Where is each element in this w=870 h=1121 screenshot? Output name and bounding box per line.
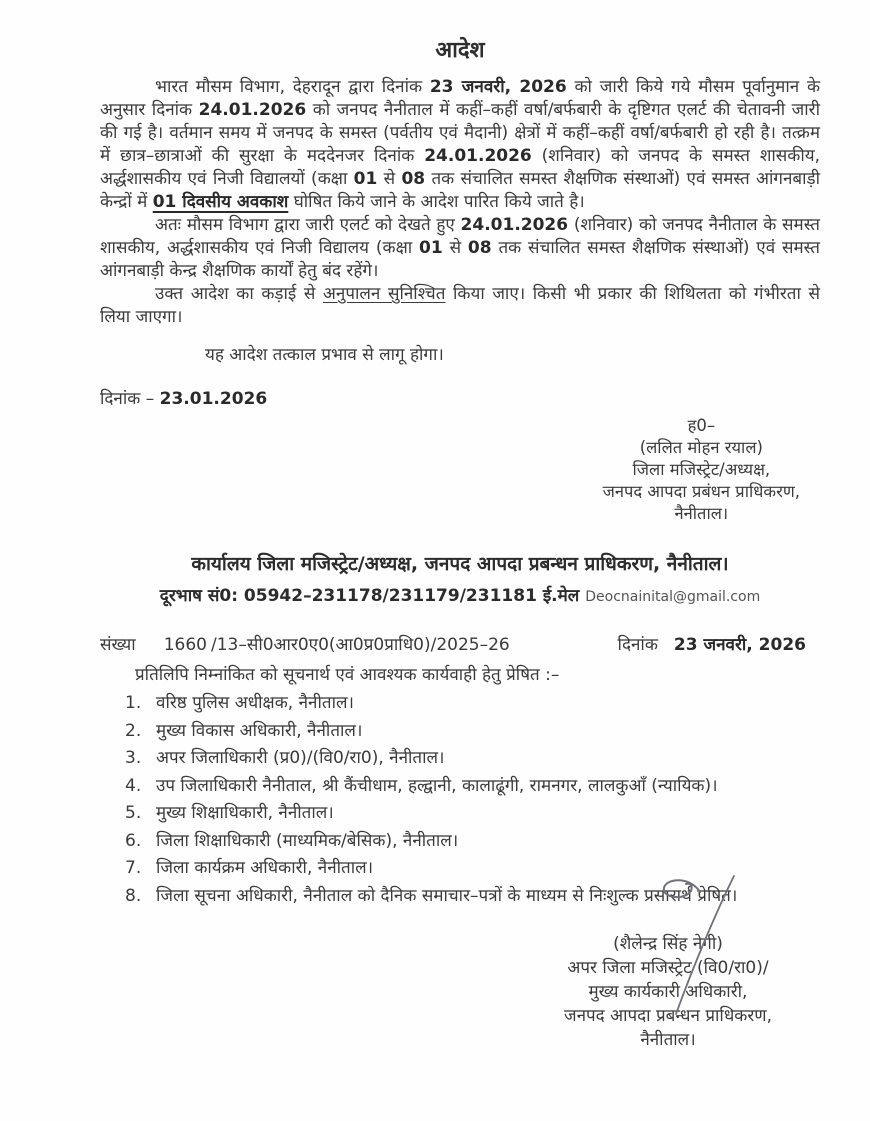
recipient-text: अपर जिलाधिकारी (प्र0)/(वि0/रा0), नैनीताल। — [156, 748, 445, 768]
reference-number-line — [100, 632, 820, 655]
signed-mark: ह0– — [687, 416, 716, 435]
office-letterhead — [100, 551, 820, 606]
ref-date-label: दिनांक — [617, 635, 658, 655]
compliance-emphasis-text: अनुपालन सुनिश्चित — [322, 284, 446, 304]
list-item — [100, 718, 820, 746]
list-item — [100, 773, 820, 801]
class-number: 01 — [419, 238, 443, 258]
item-number: 3. — [125, 748, 142, 768]
list-item — [100, 800, 820, 828]
document-title: आदेश — [435, 38, 485, 63]
recipient-text: वरिष्ठ पुलिस अधीक्षक, नैनीताल। — [156, 693, 354, 713]
text-run: अतः मौसम विभाग द्वारा जारी एलर्ट को देखते हुए — [155, 215, 461, 235]
class-number: 01 — [353, 169, 378, 189]
recipient-text: मुख्य विकास अधिकारी, नैनीताल। — [156, 720, 363, 741]
signatory-name: (ललित मोहन रयाल) — [639, 438, 763, 457]
item-number: 7. — [125, 858, 142, 878]
date-text: 24.01.2026 — [198, 100, 307, 120]
text-run: तक संचालित समस्त शैक्षणिक संस्थाओं) एवं समस्त आंगनबाड़ी केन्द्रों में — [100, 169, 820, 212]
text-run: (शनिवार) को जनपद के समस्त शासकीय, अर्द्धशासकीय एवं निजी विद्यालयों (कक्षा — [100, 146, 820, 189]
text-run: भारत मौसम विभाग, देहरादून द्वारा दिनांक — [155, 77, 430, 97]
recipient-list — [100, 690, 820, 910]
holiday-declaration-text: 01 दिवसीय अवकाश — [152, 192, 289, 212]
order-date-line — [100, 386, 820, 409]
order-paragraph-4: यह आदेश तत्काल प्रभाव से लागू होगा। — [205, 345, 444, 365]
recipient-text: मुख्य शिक्षाधिकारी, नैनीताल। — [156, 803, 334, 823]
order-paragraph-3 — [100, 283, 820, 329]
item-number: 2. — [125, 720, 142, 741]
text-run: उक्त आदेश का कड़ाई से — [155, 284, 323, 304]
ref-number: 1660 — [163, 635, 207, 655]
signatory-block-district-magistrate — [603, 415, 800, 525]
phone-label: दूरभाष सं0: — [159, 586, 244, 606]
email-address: Deocnainital@gmail.com — [585, 589, 761, 605]
phone-numbers: 05942–231178/231179/231181 — [243, 586, 537, 606]
recipient-text: जिला शिक्षाधिकारी (माध्यमिक/बेसिक), नैनीताल। — [156, 830, 459, 851]
signatory-place: नैनीताल। — [640, 1030, 696, 1050]
text-run: से — [377, 169, 402, 189]
list-item — [100, 883, 820, 911]
date-label: दिनांक – — [100, 389, 160, 409]
text-run: से — [442, 238, 468, 258]
office-contact-line — [100, 583, 820, 606]
date-text: 24.01.2026 — [424, 146, 532, 166]
text-run: (शनिवार) को जनपद नैनीताल के समस्त शासकीय, अर्द्धशासकीय एवं निजी विद्यालय (कक्षा — [100, 215, 820, 258]
class-number: 08 — [467, 238, 492, 258]
signatory-place: नैनीताल। — [674, 504, 729, 523]
order-paragraph-1 — [100, 76, 820, 214]
ref-date: 23 जनवरी, 2026 — [673, 635, 806, 655]
date-text: 24.01.2026 — [460, 215, 569, 235]
date-text: 23 जनवरी, 2026 — [429, 77, 567, 97]
recipient-text: जिला सूचना अधिकारी, नैनीताल को दैनिक समाचार–पत्रों के माध्यम से निःशुल्क प्रसारार्थ प्रेषित। — [156, 885, 738, 906]
list-item — [100, 745, 820, 773]
email-label: ई.मेल — [536, 586, 586, 606]
class-number: 08 — [401, 169, 426, 189]
signatory-designation: जिला मजिस्ट्रेट/अध्यक्ष, — [632, 460, 771, 479]
text-run: घोषित किये जाने के आदेश पारित किये जाते है। — [288, 192, 585, 212]
recipient-text: उप जिलाधिकारी नैनीताल, श्री कैंचीधाम, हल्द्वानी, कालाढूंगी, रामनगर, लालकुआँ (न्यायिक)। — [156, 775, 718, 796]
list-item — [100, 828, 820, 856]
list-item — [100, 690, 820, 718]
text-run: किया जाए। किसी भी प्रकार की शिथिलता को गंभीरता से लिया जाएगा। — [100, 284, 820, 327]
ref-number-label: संख्या — [100, 635, 136, 655]
text-run: तक संचालित समस्त शैक्षणिक संस्थाओं) एवं समस्त आंगनबाड़ी केन्द्र शैक्षणिक कार्यों हेतु बंद रहेंगे। — [100, 238, 820, 281]
order-paragraph-2 — [100, 214, 820, 283]
text-run: को जारी किये गये मौसम पूर्वानुमान के अनुसार दिनांक — [100, 77, 820, 120]
list-item — [100, 855, 820, 883]
signatory-designation: अपर जिला मजिस्ट्रेट (वि0/रा0)/ — [567, 958, 769, 978]
copy-forwarding-line: प्रतिलिपि निम्नांकित को सूचनार्थ एवं आवश्यक कार्यवाही हेतु प्रेषित :– — [135, 665, 560, 685]
ref-number-suffix: /13–सी0आर0ए0(आ0प्र0प्राधि0)/2025–26 — [210, 635, 510, 655]
recipient-text: जिला कार्यक्रम अधिकारी, नैनीताल। — [156, 858, 374, 878]
signatory-authority: जनपद आपदा प्रबन्धन प्राधिकरण, — [563, 1006, 772, 1026]
text-run: को जनपद नैनीताल में कहीं–कहीं वर्षा/बर्फबारी के दृष्टिगत एलर्ट की चेतावनी जारी की गई है। वर्तमान समय में जनपद के समस्त (पर्वतीय एवं मैदानी) क्षेत्रों में कहीं–कहीं वर्षा/बर्फबारी हो रही है। तत्क्रम में छात्र–छात्राओं की सुरक्षा के मददेनजर दिनांक — [100, 100, 821, 166]
signatory-block-additional-district-magistrate — [564, 932, 772, 1052]
signatory-designation-2: मुख्य कार्यकारी अधिकारी, — [588, 982, 748, 1002]
office-name: कार्यालय जिला मजिस्ट्रेट/अध्यक्ष, जनपद आपदा प्रबन्धन प्राधिकरण, नैनीताल। — [191, 553, 729, 575]
item-number: 6. — [125, 830, 142, 851]
order-date: 23.01.2026 — [159, 389, 268, 409]
item-number: 8. — [125, 885, 142, 906]
signatory-name: (शैलेन्द्र सिंह नेगी) — [613, 934, 723, 954]
signatory-authority: जनपद आपदा प्रबंधन प्राधिकरण, — [602, 482, 800, 501]
item-number: 1. — [125, 693, 142, 713]
item-number: 4. — [125, 775, 142, 796]
item-number: 5. — [125, 803, 142, 823]
